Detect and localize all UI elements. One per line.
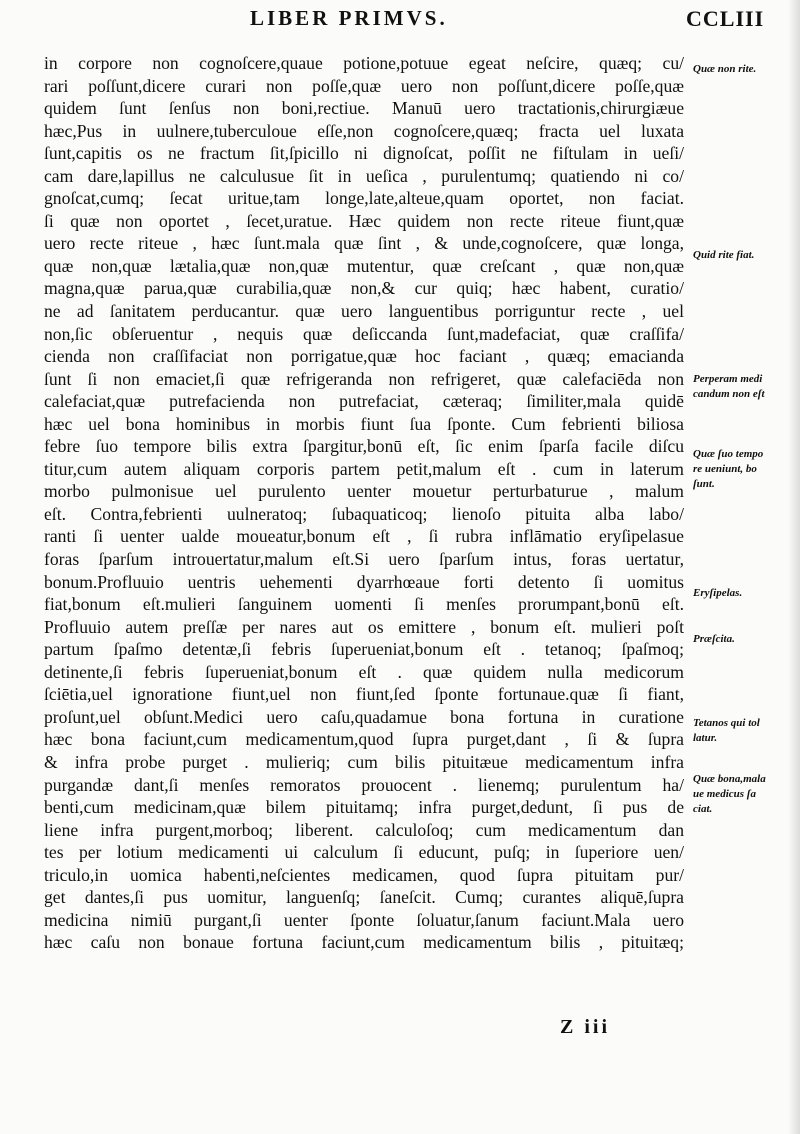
text-line: hæc caſu non bonaue fortuna faciunt,cum medicamentum bilis , pituitæq; <box>44 932 684 953</box>
text-line: ſunt ſi non emaciet,ſi quæ refrigeranda non refrigeret, quæ calefaciēda non <box>44 368 684 389</box>
text-line: uero recte riteue , hæc ſunt.mala quæ ſint , & unde,cognoſcere, quæ longa, <box>44 233 684 254</box>
marginal-note-line: re ueniunt, bo <box>693 463 757 475</box>
marginal-note <box>693 632 797 647</box>
marginal-note <box>693 62 797 77</box>
text-line: ſi quæ non oportet , ſecet,uratue. Hæc quidem non recte riteue fiunt,quæ <box>44 210 684 231</box>
text-line: Profluuio autem preſſæ per nares aut os emittere , bonum eſt. mulieri poſt <box>44 616 684 637</box>
text-line: hæc,Pus in uulnere,tuberculoue eſſe,non cognoſcere,quæq; fracta uel luxata <box>44 120 684 141</box>
text-line: morbo pulmonisue uel purulento uenter mouetur perturbaturue , malum <box>44 481 684 502</box>
page-edge-shadow <box>788 0 800 1134</box>
text-line: cam dare,lapillus ne calculusue ſit in ueſica , purulentumq; quatiendo ni co/ <box>44 165 684 186</box>
marginal-note-line: Quæ bona,mala <box>693 773 766 785</box>
signature-mark: Z iii <box>560 1016 611 1038</box>
marginal-note-line: Perperam medi <box>693 373 763 385</box>
text-line: benti,cum medicinam,quæ bilem pituitamq; infra purget,dedunt, ſi pus de <box>44 797 684 818</box>
marginal-note <box>693 447 797 492</box>
marginal-note <box>693 586 797 601</box>
text-line: gnoſcat,cumq; ſecat uritue,tam longe,late,alteue,quam oportet, non faciat. <box>44 188 684 209</box>
marginal-note-line: Præſcita. <box>693 633 735 645</box>
text-line: tes per lotium medicamenti ui calculum ſi educunt, puſq; in ſuperiore uen/ <box>44 842 684 863</box>
text-line: ne ad ſanitatem perducantur. quæ uero languentibus porriguntur recte , uel <box>44 301 684 322</box>
marginal-note <box>693 772 797 817</box>
marginal-note-line: ue medicus ſa <box>693 788 756 800</box>
text-line: cienda non craſſifaciat non porrigatue,quæ hoc faciant , quæq; emacianda <box>44 346 684 367</box>
text-line: magna,quæ parua,quæ curabilia,quæ non,& cur quiq; hæc habent, curatio/ <box>44 278 684 299</box>
marginal-note-line: Quæ non rite. <box>693 63 757 75</box>
text-line: fiat,bonum eſt.mulieri ſanguinem uomenti ſi menſes prorumpant,bonū eſt. <box>44 594 684 615</box>
text-line: ſunt,capitis os ne fractum ſit,ſpicillo ni dignoſcat, poſſit ne fiſtulam in ueſi/ <box>44 143 684 164</box>
text-line: febre ſuo tempore bilis extra ſpargitur,bonū eſt, ſic enim ſparſa facile diſcu <box>44 436 684 457</box>
text-line: quidem ſunt ſenſus non boni,rectiue. Manuū uero tractationis,chirurgiæue <box>44 98 684 119</box>
marginal-note <box>693 372 797 402</box>
marginal-note-line: Eryſipelas. <box>693 587 743 599</box>
text-line: hæc uel bona hominibus in morbis fiunt ſua ſponte. Cum febrienti biliosa <box>44 413 684 434</box>
text-line: liene infra purgent,morboq; liberent. calculoſoq; cum medicamentum dan <box>44 819 684 840</box>
text-line: in corpore non cognoſcere,quaue potione,potuue egeat neſcire, quæq; cu/ <box>44 53 684 73</box>
marginal-note-line: ciat. <box>693 803 713 815</box>
folio-number: CCLIII <box>686 6 765 31</box>
main-text-block <box>44 52 684 954</box>
text-line: & infra probe purget . mulieriq; cum bilis pituitæue medicamentum infra <box>44 751 684 772</box>
marginal-note-line: candum non eſt <box>693 388 765 400</box>
text-line: ſciētia,uel ignoratione fiunt,uel non fiunt,ſed ſponte fortunaue.quæ ſi fiant, <box>44 684 684 705</box>
marginal-note-line: ſunt. <box>693 478 715 490</box>
text-line: hæc bona faciunt,cum medicamentum,quod ſupra purget,dant , ſi & ſupra <box>44 729 684 750</box>
marginal-note-line: Quid rite fiat. <box>693 249 755 261</box>
text-line: get dantes,ſi pus uomitur, languenſq; ſaneſcit. Cumq; curantes aliquē,ſupra <box>44 887 684 908</box>
marginal-note-line: latur. <box>693 732 718 744</box>
running-title: LIBER PRIMVS. <box>250 6 448 30</box>
marginal-note <box>693 248 797 263</box>
text-line: medicina nimiū purgant,ſi uenter ſponte ſoluatur,ſanum faciunt.Mala uero <box>44 909 684 930</box>
text-line: purgandæ dant,ſi menſes remoratos prouocent . lienemq; purulentum ha/ <box>44 774 684 795</box>
text-line: rari poſſunt,dicere curari non poſſe,quæ uero non poſſunt,dicere poſſe,quæ <box>44 75 684 96</box>
text-line: detinente,ſi febris ſuperueniat,bonum eſt . quæ quidem nulla medicorum <box>44 661 684 682</box>
text-line: quæ non,quæ lætalia,quæ non,quæ mutentur, quæ creſcant , quæ non,quæ <box>44 255 684 276</box>
text-line: eſt. Contra,febrienti uulneratoq; ſubaquaticoq; lienoſo pituita alba labo/ <box>44 503 684 524</box>
text-line: triculo,in uomica habenti,neſcientes medicamen, quod ſupra pituitam pur/ <box>44 864 684 885</box>
text-line: ranti ſi uenter ualde moueatur,bonum eſt , ſi rubra inflāmatio eryſipelasue <box>44 526 684 547</box>
text-line: proſunt,uel obſunt.Medici uero caſu,quadamue bona fortuna in curatione <box>44 706 684 727</box>
text-line: partum ſpaſmo detentæ,ſi febris ſuperueniat,bonum eſt . tetanoq; ſpaſmoq; <box>44 639 684 660</box>
text-line: calefaciat,quæ putrefacienda non putrefaciat, cæteraq; ſimiliter,mala quidē <box>44 391 684 412</box>
text-line: foras ſparſum introuertatur,malum eſt.Si uero ſparſum intus, foras uertatur, <box>44 549 684 570</box>
text-line: non,ſic obſeruentur , nequis quæ deſiccanda ſunt,madefaciat, quæ craſſifa/ <box>44 323 684 344</box>
marginal-note <box>693 716 797 746</box>
marginal-note-line: Quæ ſuo tempo <box>693 448 764 460</box>
text-line: bonum.Profluuio uentris uehementi dyarrhœaue forti detento ſi uomitus <box>44 571 684 592</box>
marginal-note-line: Tetanos qui tol <box>693 717 760 729</box>
text-line: titur,cum autem aliquam corporis partem petit,malum eſt . cum in laterum <box>44 458 684 479</box>
